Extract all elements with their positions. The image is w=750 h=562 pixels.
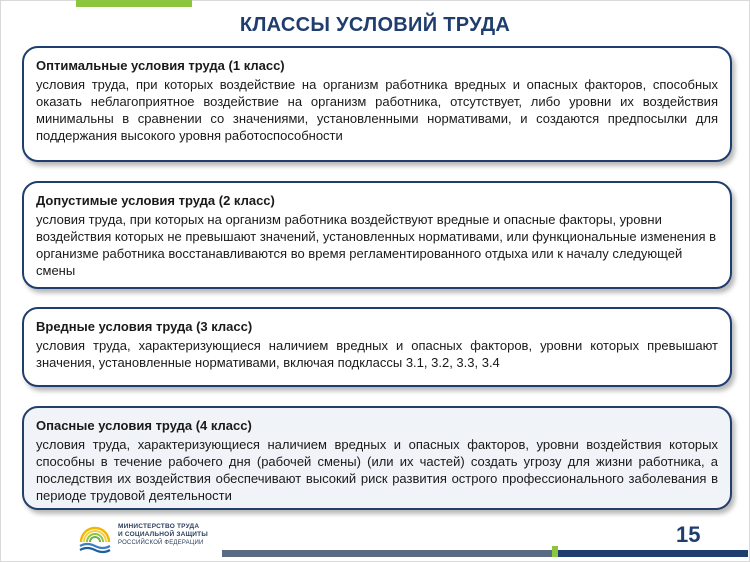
card-title: Вредные условия труда (3 класс) — [36, 319, 253, 334]
page-number: 15 — [676, 522, 701, 547]
ministry-line-2: И СОЦИАЛЬНОЙ ЗАЩИТЫ — [118, 531, 208, 538]
ministry-line-3: РОССИЙСКОЙ ФЕДЕРАЦИИ — [118, 540, 204, 546]
class-card-optimal — [22, 46, 732, 162]
class-card-harmful — [22, 307, 732, 387]
footer-bar-gray — [222, 550, 552, 557]
ministry-name — [118, 523, 208, 547]
ministry-line-1: МИНИСТЕРСТВО ТРУДА — [118, 523, 200, 530]
card-text: условия труда, при которых на организм работника воздействуют вредные и опасные факторы, уровни воздействия которых не превышают значений, установленных нормативами, или функциональные изменения в организме работника восстанавливаются во время регламентированного отдыха или к началу следующей смены — [36, 212, 717, 278]
footer-bar-green — [552, 546, 558, 557]
slide-title: КЛАССЫ УСЛОВИЙ ТРУДА — [239, 14, 511, 36]
footer-bar-dark — [552, 550, 748, 557]
top-accent-bar — [76, 0, 192, 7]
class-card-dangerous — [22, 406, 732, 510]
card-title: Допустимые условия труда (2 класс) — [36, 193, 275, 208]
card-title: Опасные условия труда (4 класс) — [36, 418, 252, 433]
card-text: условия труда, при которых воздействие на организм работника вредных и опасных факторов, способных оказать неблагоприятное воздействие на организм работника, отсутствует, либо уровни их воздействия минимальны в сравнении со значениями, установленными нормативами, и создаются предпосылки для поддержания высокого уровня работоспособности — [36, 77, 718, 143]
ministry-logo-icon — [78, 520, 112, 554]
card-text: условия труда, характеризующиеся наличием вредных и опасных факторов, уровни воздействия которых способны в течение рабочего дня (рабочей смены) (или их частей) создать угрозу для жизни работника, а последствия их воздействия обеспечивают высокий риск развития острого профессионального заболевания в периоде трудовой деятельности — [36, 437, 718, 503]
class-card-acceptable — [22, 181, 732, 289]
card-text: условия труда, характеризующиеся наличием вредных и опасных факторов, уровни которых превышают значения, установленные нормативами, включая подклассы 3.1, 3.2, 3.3, 3.4 — [36, 338, 718, 370]
card-title: Оптимальные условия труда (1 класс) — [36, 58, 285, 73]
